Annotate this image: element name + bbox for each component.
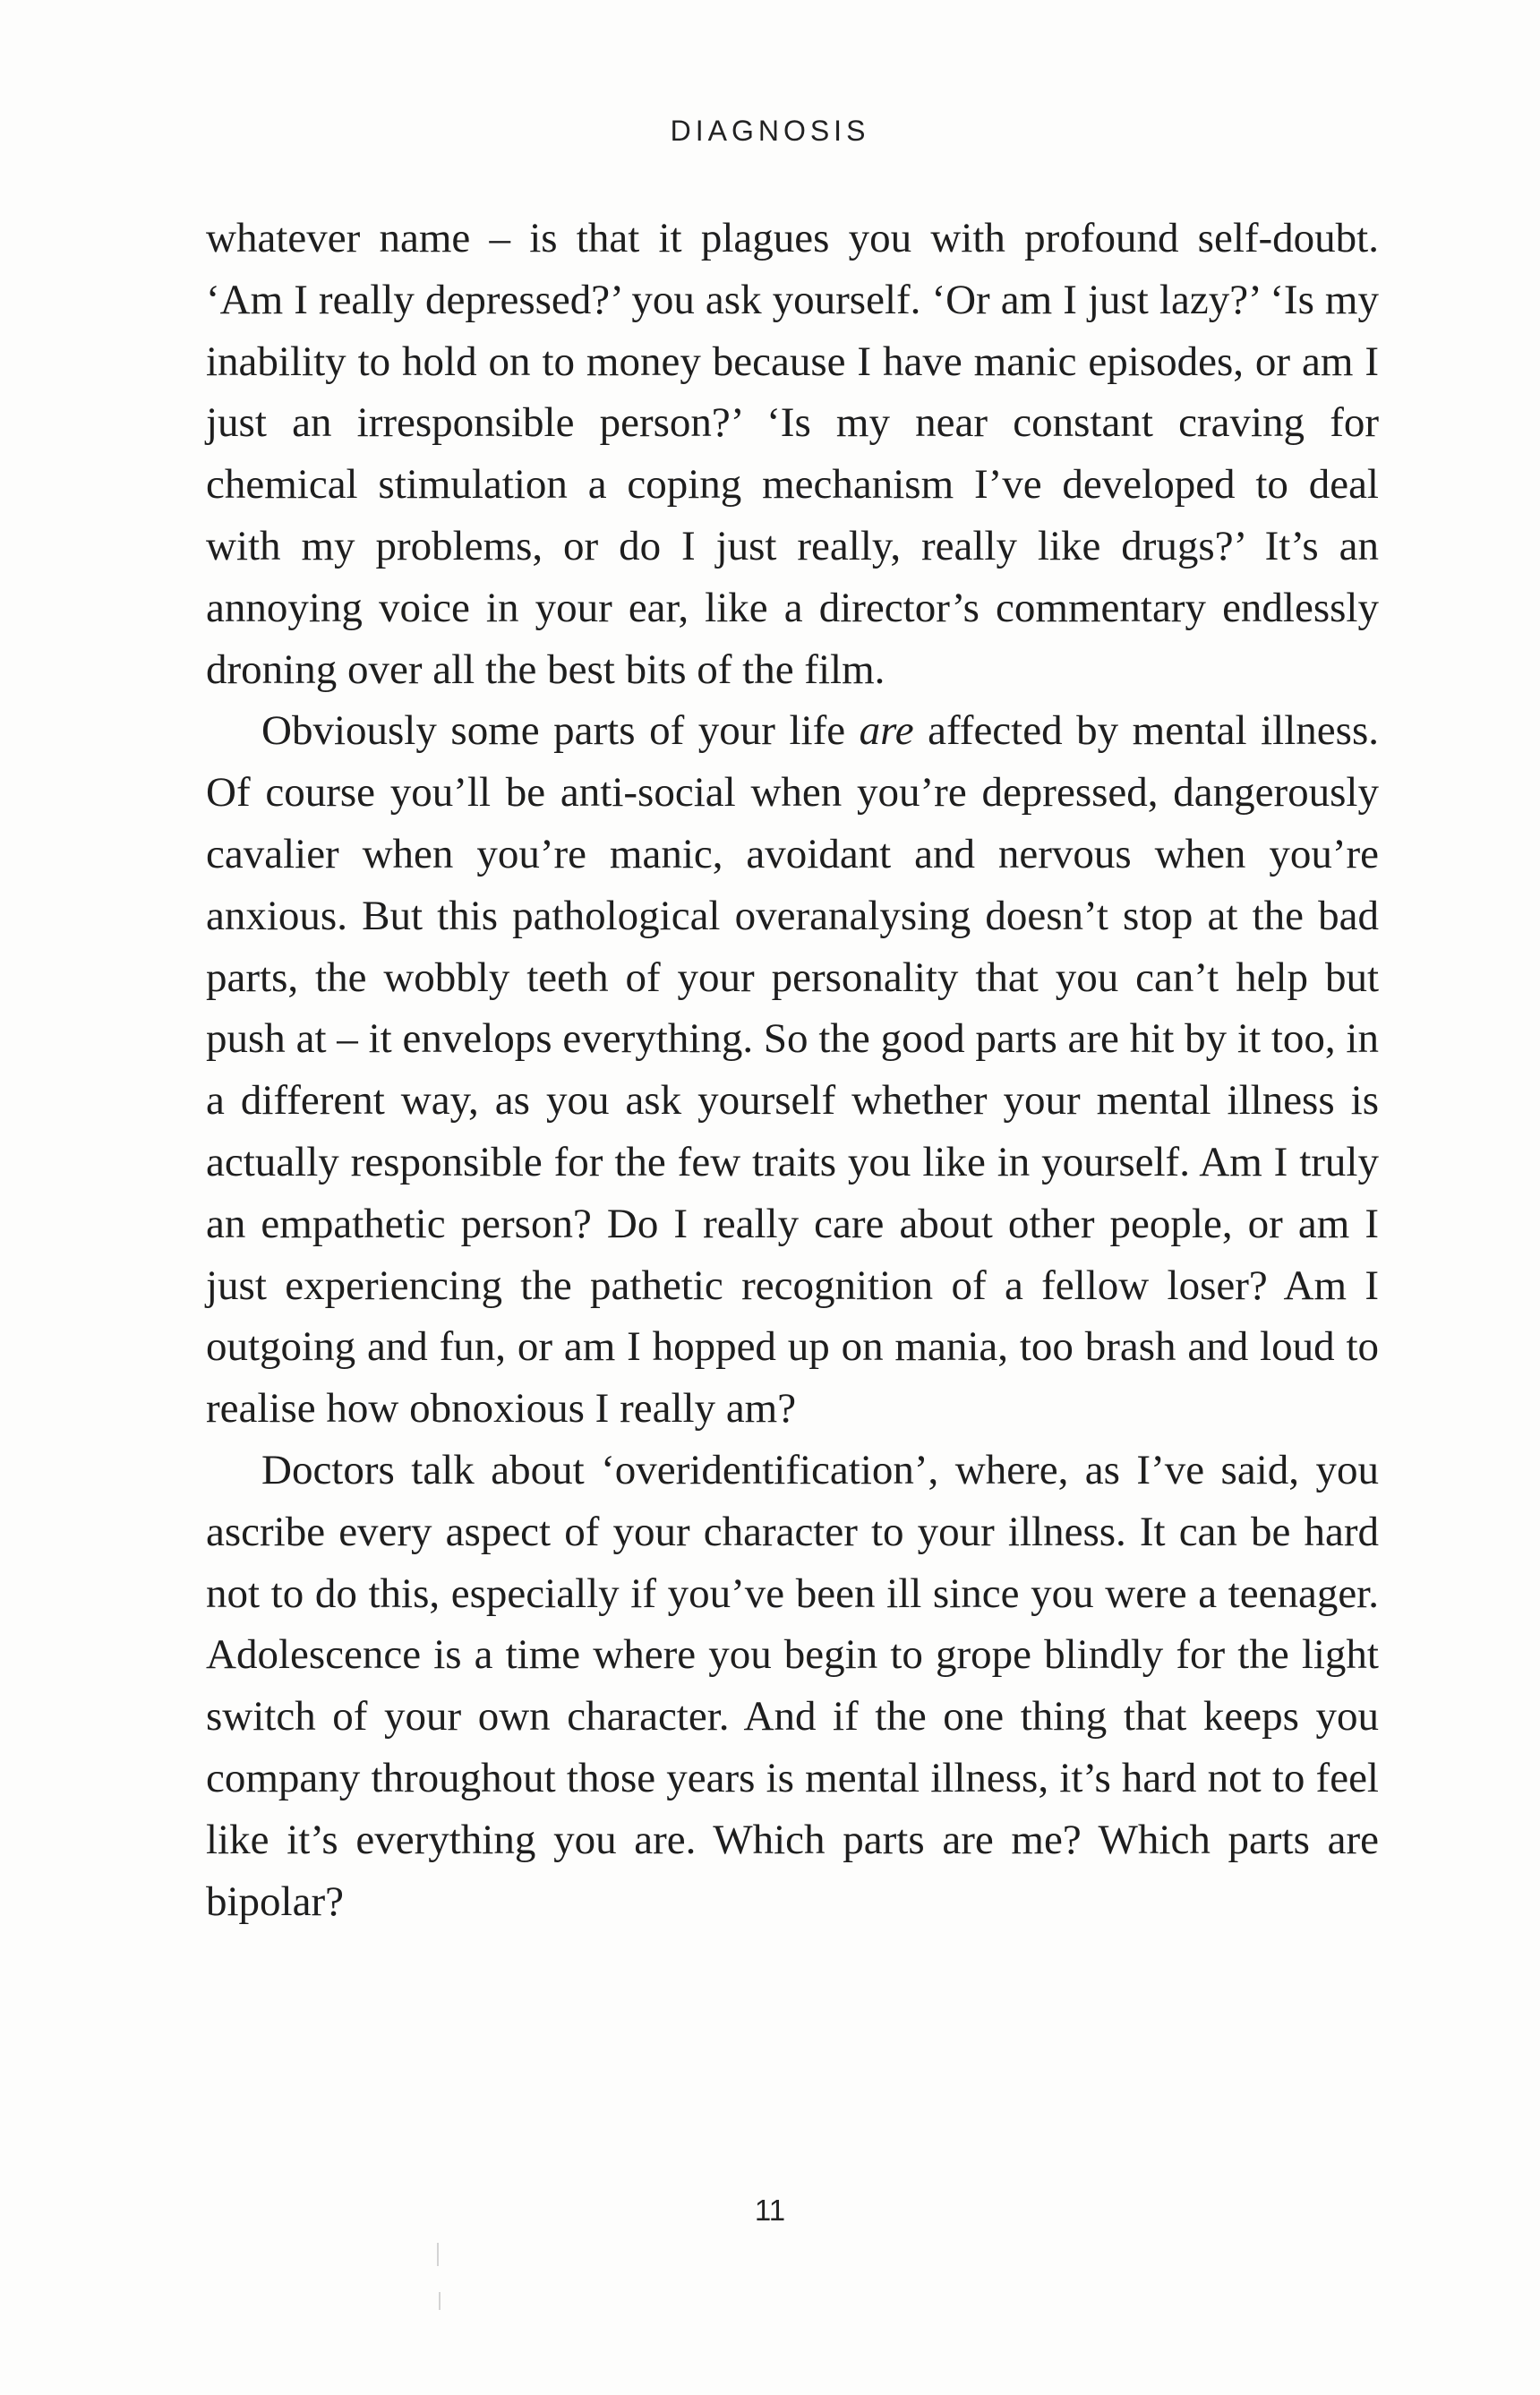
body-text [206, 208, 1379, 1932]
paragraph-1-text: whatever name – is that it plagues you with profound self-doubt. ‘Am I really depressed?’ you ask yourself. ‘Or am I just lazy?’ ‘Is my inability to hold on to money because I have manic episodes, or am I just an irresponsible person?’ ‘Is my near constant craving for chemical stimulation a coping mechanism I’ve developed to deal with my problems, or do I just really, really like drugs?’ It’s an annoying voice in your ear, like a director’s commentary endlessly droning over all the best bits of the film. [206, 215, 1379, 693]
paragraph-2-text-start: Obviously some parts of your life [261, 707, 860, 755]
paragraph-2 [206, 700, 1379, 1440]
paragraph-2-text-end: affected by mental illness. Of course you’ll be anti-social when you’re depressed, dangerously cavalier when you’re manic, avoidant and nervous when you’re anxious. But this pathological overanalysing doesn’t stop at the bad parts, the wobbly teeth of your personality that you can’t help but push at – it envelops everything. So the good parts are hit by it too, in a different way, as you ask yourself whether your mental illness is actually responsible for the few traits you like in yourself. Am I truly an empathetic person? Do I really care about other people, or am I just experiencing the pathetic recognition of a fellow loser? Am I outgoing and fun, or am I hopped up on mania, too brash and loud to realise how obnoxious I really am? [206, 707, 1379, 1433]
paragraph-3-text: Doctors talk about ‘overidentification’, where, as I’ve said, you ascribe every aspect of your character to your illness. It can be hard not to do this, especially if you’ve been ill since you were a teenager. Adolescence is a time where you begin to grope blindly for the light switch of your own character. And if the one thing that keeps you company throughout those years is mental illness, it’s hard not to feel like it’s everything you are. Which parts are me? Which parts are bipolar? [206, 1446, 1379, 1925]
running-head: DIAGNOSIS [670, 115, 870, 147]
scan-artifact-mark [437, 2243, 439, 2266]
scan-artifact-mark [439, 2292, 441, 2310]
paragraph-3 [206, 1440, 1379, 1932]
page-number: 11 [754, 2194, 786, 2227]
paragraph-2-emphasis: are [859, 707, 914, 755]
paragraph-1 [206, 208, 1379, 700]
